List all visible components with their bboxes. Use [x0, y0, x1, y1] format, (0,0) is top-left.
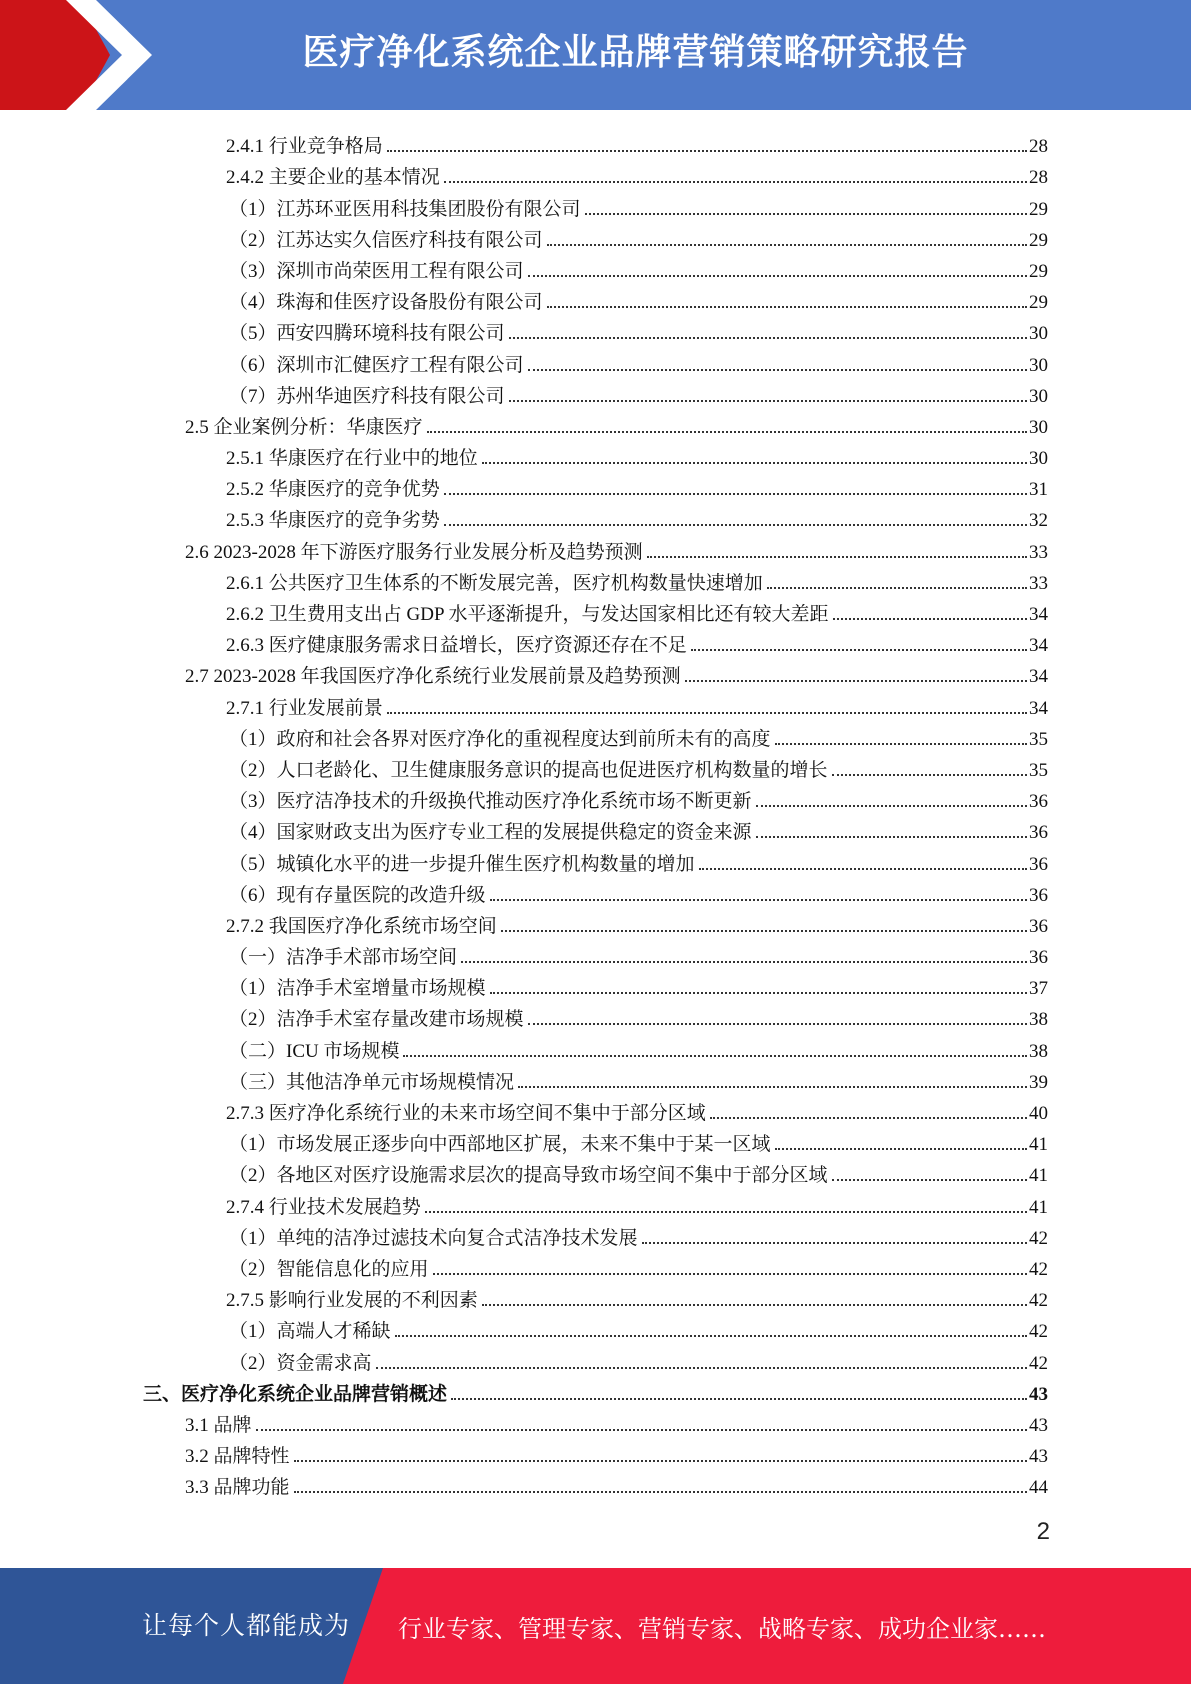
toc-entry[interactable] [229, 1219, 1048, 1250]
toc-entry[interactable] [226, 595, 1048, 626]
toc-dot-leader [642, 1242, 1027, 1244]
toc-entry-label: （2）智能信息化的应用 [229, 1259, 433, 1281]
toc-entry-page: 36 [1029, 822, 1048, 844]
toc-entry-page: 30 [1029, 448, 1048, 470]
toc-entry[interactable] [229, 1312, 1048, 1343]
toc-entry-page: 43 [1029, 1446, 1048, 1468]
toc-entry-label: 三、医疗净化系统企业品牌营销概述 [143, 1384, 451, 1406]
toc-entry-label: 3.3 品牌功能 [185, 1477, 294, 1499]
toc-entry[interactable] [229, 221, 1048, 252]
toc-dot-leader [501, 930, 1027, 932]
toc-dot-leader [767, 587, 1027, 589]
toc-entry-label: 2.4.1 行业竞争格局 [226, 136, 387, 158]
toc-entry[interactable] [229, 1063, 1048, 1094]
toc-entry[interactable] [229, 1031, 1048, 1062]
toc-entry-page: 42 [1029, 1227, 1048, 1249]
toc-entry-label: 2.7.5 影响行业发展的不利因素 [226, 1290, 482, 1312]
toc-dot-leader [756, 836, 1027, 838]
table-of-contents [0, 127, 1191, 1499]
toc-dot-leader [547, 306, 1027, 308]
toc-dot-leader [775, 743, 1027, 745]
toc-entry-label: 2.5.3 华康医疗的竞争劣势 [226, 510, 444, 532]
toc-entry-page: 29 [1029, 292, 1048, 314]
toc-dot-leader [395, 1335, 1027, 1337]
toc-entry-page: 30 [1029, 323, 1048, 345]
toc-entry-page: 42 [1029, 1290, 1048, 1312]
toc-entry-page: 41 [1029, 1165, 1048, 1187]
toc-entry-label: （二）ICU 市场规模 [229, 1041, 403, 1063]
toc-dot-leader [490, 992, 1027, 994]
toc-entry-page: 36 [1029, 947, 1048, 969]
toc-dot-leader [775, 1148, 1027, 1150]
toc-entry-page: 43 [1029, 1414, 1048, 1436]
toc-entry[interactable] [226, 501, 1048, 532]
report-title: 医疗净化系统企业品牌营销策略研究报告 [302, 32, 969, 73]
toc-dot-leader [647, 556, 1027, 558]
toc-dot-leader [509, 400, 1027, 402]
toc-entry[interactable] [229, 377, 1048, 408]
toc-entry[interactable] [226, 688, 1048, 719]
toc-entry-label: （一）洁净手术部市场空间 [229, 947, 461, 969]
page-number: 2 [1036, 1518, 1050, 1545]
toc-entry-page: 30 [1029, 385, 1048, 407]
toc-entry-page: 39 [1029, 1071, 1048, 1093]
toc-entry[interactable] [229, 782, 1048, 813]
toc-entry-label: （2）人口老龄化、卫生健康服务意识的提高也促进医疗机构数量的增长 [229, 760, 832, 782]
toc-entry-label: 2.7.1 行业发展前景 [226, 698, 387, 720]
toc-entry-label: （1）政府和社会各界对医疗净化的重视程度达到前所未有的高度 [229, 729, 775, 751]
page-header [0, 0, 1191, 110]
toc-entry-label: （7）苏州华迪医疗科技有限公司 [229, 386, 509, 408]
toc-entry[interactable] [229, 813, 1048, 844]
toc-entry[interactable] [229, 189, 1048, 220]
toc-dot-leader [756, 805, 1027, 807]
toc-entry-page: 32 [1029, 510, 1048, 532]
toc-entry[interactable] [229, 751, 1048, 782]
toc-dot-leader [256, 1429, 1027, 1431]
toc-entry-page: 35 [1029, 759, 1048, 781]
toc-entry[interactable] [143, 1375, 1048, 1406]
toc-dot-leader [451, 1398, 1027, 1400]
toc-entry-page: 36 [1029, 915, 1048, 937]
toc-dot-leader [444, 524, 1027, 526]
toc-entry-label: 2.7.2 我国医疗净化系统市场空间 [226, 916, 501, 938]
toc-entry[interactable] [185, 408, 1048, 439]
toc-entry[interactable] [185, 1437, 1048, 1468]
toc-entry-label: 2.6 2023-2028 年下游医疗服务行业发展分析及趋势预测 [185, 542, 647, 564]
toc-entry-page: 40 [1029, 1103, 1048, 1124]
toc-entry-page: 38 [1029, 1040, 1048, 1062]
toc-entry-label: （三）其他洁净单元市场规模情况 [229, 1072, 518, 1094]
toc-entry-page: 35 [1029, 728, 1048, 750]
toc-entry-label: 2.4.2 主要企业的基本情况 [226, 167, 444, 189]
toc-entry[interactable] [229, 844, 1048, 875]
toc-entry-page: 43 [1029, 1383, 1048, 1405]
toc-entry[interactable] [229, 314, 1048, 345]
toc-entry-label: （1）高端人才稀缺 [229, 1321, 395, 1343]
toc-dot-leader [518, 1086, 1027, 1088]
toc-entry-page: 38 [1029, 1009, 1048, 1031]
toc-entry[interactable] [229, 1343, 1048, 1374]
toc-dot-leader [461, 961, 1027, 963]
toc-entry[interactable] [226, 470, 1048, 501]
toc-entry-label: 2.6.1 公共医疗卫生体系的不断发展完善，医疗机构数量快速增加 [226, 573, 767, 595]
toc-entry[interactable] [226, 127, 1048, 158]
toc-entry[interactable] [229, 252, 1048, 283]
toc-entry[interactable] [185, 1406, 1048, 1437]
toc-entry-label: 3.1 品牌 [185, 1415, 256, 1437]
toc-dot-leader [528, 369, 1027, 371]
toc-dot-leader [444, 493, 1027, 495]
toc-entry-page: 34 [1029, 697, 1048, 719]
toc-entry-label: 2.5.2 华康医疗的竞争优势 [226, 479, 444, 501]
toc-entry-page: 28 [1029, 167, 1048, 189]
toc-entry-page: 34 [1029, 604, 1048, 625]
toc-entry[interactable] [229, 1125, 1048, 1156]
toc-entry-page: 41 [1029, 1134, 1048, 1156]
toc-entry-page: 30 [1029, 354, 1048, 376]
toc-entry-label: （1）江苏环亚医用科技集团股份有限公司 [229, 199, 585, 221]
toc-entry-page: 28 [1029, 136, 1048, 158]
toc-entry-page: 42 [1029, 1352, 1048, 1374]
toc-dot-leader [509, 337, 1027, 339]
toc-dot-leader [685, 680, 1027, 682]
toc-entry-page: 42 [1029, 1258, 1048, 1280]
toc-dot-leader [387, 150, 1027, 152]
toc-entry-page: 34 [1029, 666, 1048, 688]
toc-entry-page: 36 [1029, 791, 1048, 813]
toc-entry-label: （4）国家财政支出为医疗专业工程的发展提供稳定的资金来源 [229, 822, 756, 844]
toc-entry[interactable] [229, 345, 1048, 376]
toc-dot-leader [528, 275, 1027, 277]
toc-entry-label: 2.6.2 卫生费用支出占 GDP 水平逐渐提升，与发达国家相比还有较大差距 [226, 604, 833, 626]
footer-slogan-right: 行业专家、管理专家、营销专家、战略专家、成功企业家…… [398, 1615, 1046, 1643]
toc-entry-label: （1）单纯的洁净过滤技术向复合式洁净技术发展 [229, 1228, 642, 1250]
toc-entry-label: （1）洁净手术室增量市场规模 [229, 978, 490, 1000]
toc-dot-leader [490, 899, 1027, 901]
toc-dot-leader [528, 1023, 1027, 1025]
toc-entry-page: 36 [1029, 853, 1048, 875]
toc-entry[interactable] [226, 158, 1048, 189]
toc-entry[interactable] [185, 532, 1048, 563]
toc-entry[interactable] [226, 1187, 1048, 1218]
toc-dot-leader [691, 649, 1027, 651]
toc-entry-label: （2）各地区对医疗设施需求层次的提高导致市场空间不集中于部分区域 [229, 1165, 832, 1187]
toc-entry-page: 29 [1029, 229, 1048, 251]
toc-entry-label: （5）城镇化水平的进一步提升催生医疗机构数量的增加 [229, 854, 699, 876]
toc-entry-label: （4）珠海和佳医疗设备股份有限公司 [229, 292, 547, 314]
toc-entry[interactable] [229, 876, 1048, 907]
toc-entry[interactable] [229, 969, 1048, 1000]
toc-entry-label: 2.6.3 医疗健康服务需求日益增长，医疗资源还存在不足 [226, 635, 691, 657]
toc-entry-page: 37 [1029, 978, 1048, 1000]
toc-entry[interactable] [229, 1250, 1048, 1281]
toc-entry-label: （5）西安四腾环境科技有限公司 [229, 323, 509, 345]
toc-entry-label: 2.7.3 医疗净化系统行业的未来市场空间不集中于部分区域 [226, 1103, 710, 1125]
toc-dot-leader [833, 618, 1027, 620]
toc-entry[interactable] [185, 1468, 1048, 1499]
toc-entry[interactable] [226, 564, 1048, 595]
toc-entry-page: 30 [1029, 416, 1048, 438]
toc-entry-page: 41 [1029, 1196, 1048, 1218]
toc-entry[interactable] [226, 907, 1048, 938]
toc-entry-page: 29 [1029, 260, 1048, 282]
toc-dot-leader [433, 1273, 1027, 1275]
toc-entry-label: （6）深圳市汇健医疗工程有限公司 [229, 355, 528, 377]
toc-entry[interactable] [229, 1000, 1048, 1031]
footer-slogan-left: 让每个人都能成为 [142, 1611, 351, 1640]
toc-dot-leader [294, 1460, 1027, 1462]
toc-dot-leader [294, 1491, 1027, 1493]
toc-dot-leader [444, 181, 1027, 183]
toc-dot-leader [832, 1179, 1027, 1181]
toc-dot-leader [425, 1211, 1027, 1213]
toc-dot-leader [710, 1117, 1027, 1119]
toc-dot-leader [699, 868, 1027, 870]
toc-entry[interactable] [226, 626, 1048, 657]
toc-entry-label: （6）现有存量医院的改造升级 [229, 885, 490, 907]
toc-entry-label: （2）江苏达实久信医疗科技有限公司 [229, 230, 547, 252]
toc-entry-page: 34 [1029, 635, 1048, 657]
toc-entry-page: 31 [1029, 479, 1048, 501]
toc-dot-leader [403, 1055, 1027, 1057]
page-footer [0, 1568, 1191, 1684]
toc-dot-leader [376, 1367, 1027, 1369]
toc-entry-label: （3）深圳市尚荣医用工程有限公司 [229, 261, 528, 283]
toc-entry[interactable] [226, 1281, 1048, 1312]
toc-entry-label: （1）市场发展正逐步向中西部地区扩展，未来不集中于某一区域 [229, 1134, 775, 1156]
toc-entry-page: 29 [1029, 198, 1048, 220]
toc-entry[interactable] [229, 720, 1048, 751]
toc-entry[interactable] [226, 439, 1048, 470]
toc-dot-leader [387, 712, 1027, 714]
toc-dot-leader [482, 462, 1027, 464]
toc-dot-leader [427, 431, 1027, 433]
toc-dot-leader [547, 244, 1027, 246]
toc-entry-page: 33 [1029, 541, 1048, 563]
toc-entry-label: （2）资金需求高 [229, 1353, 376, 1375]
toc-entry-label: （2）洁净手术室存量改建市场规模 [229, 1009, 528, 1031]
toc-entry[interactable] [185, 657, 1048, 688]
toc-entry-label: 2.5 企业案例分析：华康医疗 [185, 417, 427, 439]
toc-entry-page: 33 [1029, 572, 1048, 594]
toc-entry-label: 2.5.1 华康医疗在行业中的地位 [226, 448, 482, 470]
toc-dot-leader [482, 1304, 1027, 1306]
toc-entry-label: （3）医疗洁净技术的升级换代推动医疗净化系统市场不断更新 [229, 791, 756, 813]
toc-entry[interactable] [229, 1156, 1048, 1187]
toc-entry-page: 36 [1029, 884, 1048, 906]
toc-entry-label: 3.2 品牌特性 [185, 1446, 294, 1468]
toc-entry[interactable] [229, 283, 1048, 314]
toc-entry-page: 42 [1029, 1321, 1048, 1343]
toc-entry-label: 2.7.4 行业技术发展趋势 [226, 1197, 425, 1219]
toc-entry-label: 2.7 2023-2028 年我国医疗净化系统行业发展前景及趋势预测 [185, 666, 685, 688]
toc-entry[interactable] [229, 938, 1048, 969]
toc-entry-page: 44 [1029, 1477, 1048, 1499]
toc-dot-leader [832, 774, 1027, 776]
toc-dot-leader [585, 213, 1027, 215]
toc-entry[interactable] [226, 1094, 1048, 1125]
